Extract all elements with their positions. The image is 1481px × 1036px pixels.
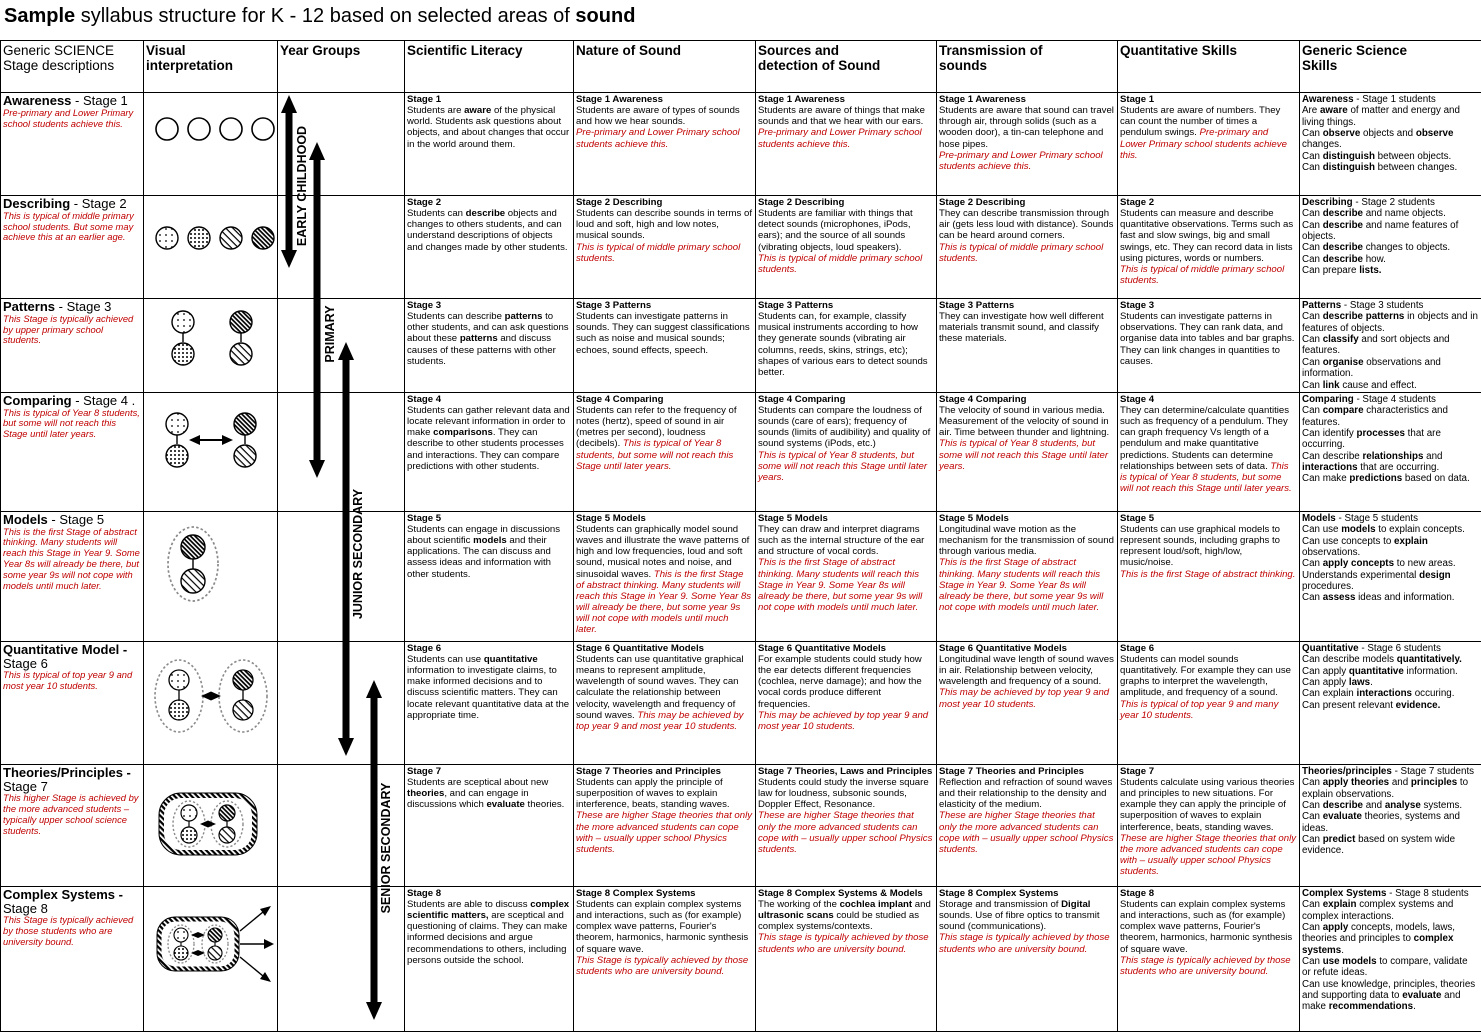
cell-stage4-scientific-literacy: Stage 4 Students can gather relevant data and locate relevant information in order to make comparisons. They can describe to other students processes and interactions. They can compare predictions with other students. xyxy=(405,392,574,511)
cell-stage7-generic-skills: Theories/principles - Stage 7 students Can apply theories and principles to explain observations. Can describe and analyse systems. Can evaluate theories, systems and ideas. Can predict based on system wide evidence. xyxy=(1300,764,1481,886)
table-row xyxy=(1,392,1481,511)
cell-stage8-nature-of-sound: Stage 8 Complex Systems Students can explain complex systems and interactions, such as (for example) complex wave patterns, Fourier's theorem, harmonics, harmonic synthesis of square wave. This Stage is typically achieved by those students who are university bound. xyxy=(574,886,756,1031)
cell-stage2-visual xyxy=(144,196,278,299)
cell-stage3-visual xyxy=(144,299,278,393)
cell-stage6-visual xyxy=(144,641,278,764)
title-middle: syllabus structure for K - 12 based on selected areas of xyxy=(75,5,576,27)
cell-stage3-generic-skills: Patterns - Stage 3 students Can describe patterns in objects and in features of objects. Can classify and sort objects and features. Can organise observations and information. Can link cause and effect. xyxy=(1300,299,1481,393)
syllabus-table xyxy=(0,40,1481,1032)
cell-stage7-years xyxy=(278,764,405,886)
cell-stage4-years xyxy=(278,392,405,511)
cell-stage7-sources-detection: Stage 7 Theories, Laws and Principles Students could study the inverse square law for loudness, subsonic sounds, Doppler Effect, Resonance. These are higher Stage theories that only the more advanced students can cope with – usually upper school Physics students. xyxy=(756,764,937,886)
stage7-name: Theories/Principles - xyxy=(3,764,131,780)
cell-stage4-sources-detection: Stage 4 Comparing Students can compare the loudness of sounds (care of ears); frequency of sounds (limits of audibility) and quality of sound systems (iPods, etc.) This is typical of Year 8 students, but some will not reach this Stage until later years. xyxy=(756,392,937,511)
col-header-scientific-literacy: Scientific Literacy xyxy=(405,41,574,93)
cell-stage8-quantitative: Stage 8 Students can explain complex systems and interactions, such as (for example) complex wave patterns, Fourier's theorem, harmonics, harmonic synthesis of square wave. This stage is typically achieved by those students who are university bound. xyxy=(1118,886,1300,1031)
cell-stage5-visual xyxy=(144,511,278,641)
col-header-stage-descriptions: Generic SCIENCE Stage descriptions xyxy=(1,41,144,93)
col-header-quantitative-skills: Quantitative Skills xyxy=(1118,41,1300,93)
cell-stage8-generic-skills: Complex Systems - Stage 8 students Can explain complex systems and complex interactions. Can apply concepts, models, laws, theories and principles to complex systems. Can use models to compare, validate or refute ideas. Can use knowledge, principles, theories and supporting data to evaluate and make recommendations. xyxy=(1300,886,1481,1031)
cell-stage5-years xyxy=(278,511,405,641)
cell-stage2-generic-skills: Describing - Stage 2 students Can describe and name objects. Can describe and name features of objects. Can describe changes to objects. Can describe how. Can prepare lists. xyxy=(1300,196,1481,299)
stage5-name: Models xyxy=(3,511,48,527)
cell-stage1-generic-skills: Awareness - Stage 1 students Are aware of matter and energy and living things. Can observe objects and observe changes. Can distinguish between objects. Can distinguish between changes. xyxy=(1300,93,1481,196)
cell-stage6-years xyxy=(278,641,405,764)
stage4-note: This is typical of Year 8 students, but some will not reach this Stage until later years. xyxy=(3,406,140,440)
table-row xyxy=(1,641,1481,764)
cell-stage1-scientific-literacy: Stage 1 Students are aware of the physical world. Students ask questions about objects, and about changes that occur in the world around them. xyxy=(405,93,574,196)
capsule-radiating-arrows-diagram xyxy=(145,887,277,1028)
cell-stage3-scientific-literacy: Stage 3 Students can describe patterns to other students, and can ask questions about these patterns and discuss causes of these patterns with other students. xyxy=(405,299,574,393)
cell-stage1-transmission: Stage 1 Awareness Students are aware that sound can travel through air, through solids (such as a wooden door), a tin-can telephone and hose pipes. Pre-primary and Lower Primary school students achieve this. xyxy=(937,93,1118,196)
stage3-name: Patterns xyxy=(3,299,56,314)
cell-stage1-quantitative: Stage 1 Students are aware of numbers. They can count the number of times a pendulum swings. Pre-primary and Lower Primary school students achieve this. xyxy=(1118,93,1300,196)
cell-stage5-scientific-literacy: Stage 5 Students can engage in discussions about scientific models and their applications. The can discuss and assess ideas and information with other students. xyxy=(405,511,574,641)
cell-stage2-quantitative: Stage 2 Students can measure and describe quantitative observations. Terms such as fast and slow swings, big and small swings, etc. They can record data in lists using pictures, words or numbers. This is typical of middle primary school students. xyxy=(1118,196,1300,299)
linked-circle-pairs-diagram xyxy=(145,299,277,388)
cell-stage5-generic-skills: Models - Stage 5 students Can use models to explain concepts. Can use concepts to explain observations. Can apply concepts to new areas. Understands experimental design procedures. Can assess ideas and information. xyxy=(1300,511,1481,641)
stage3-note: This Stage is typically achieved by upper primary school students. xyxy=(3,312,134,346)
circle-pairs-double-arrow-diagram xyxy=(145,393,277,508)
page-title xyxy=(0,0,1481,40)
circle-pair-dashed-ellipse-diagram xyxy=(145,512,277,638)
cell-stage2-transmission: Stage 2 Describing They can describe transmission through air (gets less loud with distance). Sounds can be heard around corners. This is typical of middle primary school students. xyxy=(937,196,1118,299)
cell-stage8-years xyxy=(278,886,405,1031)
four-plain-circles-diagram xyxy=(145,93,277,192)
stage7-note: This higher Stage is achieved by the more advanced students – typically upper school science students. xyxy=(3,792,139,836)
cell-stage6-quantitative: Stage 6 Students can model sounds quantitatively. For example they can use graphs to interpret the wavelength, amplitude, and frequency of a sound. This is typical of top year 9 and many year 10 students. xyxy=(1118,641,1300,764)
stage2-number: - Stage 2 xyxy=(70,196,127,211)
stage8-number: Stage 8 xyxy=(3,900,48,916)
stage1-note: Pre-primary and Lower Primary school students achieve this. xyxy=(3,106,134,129)
stage6-number: Stage 6 xyxy=(3,655,48,671)
table-row xyxy=(1,299,1481,393)
cell-stage3-sources-detection: Stage 3 Patterns Students can, for example, classify musical instruments according to how they generate sounds (vibrating air columns, reeds, skins, strings, etc); shapes of various ears to detect sounds better. xyxy=(756,299,937,393)
stage5-number: - Stage 5 xyxy=(47,511,105,527)
title-bold-prefix: Sample xyxy=(4,5,76,27)
cell-stage5-nature-of-sound: Stage 5 Models Students can graphically model sound waves and illustrate the wave patterns of high and low frequencies, loud and soft sound, musical notes and noise, and sinusoidal waves. This is the first Stage of abstract thinking. Many students will reach this Stage in Year 9. Some Year 8s will already be there, but some year 9s will not cope with models until much later. xyxy=(574,511,756,641)
cell-stage6-scientific-literacy: Stage 6 Students can use quantitative information to investigate claims, to make informed decisions and to discuss scientific matters. They can locate relevant quantitative data at the appropriate time. xyxy=(405,641,574,764)
col-header-generic-skills: Generic Science Skills xyxy=(1300,41,1481,93)
stage1-number: - Stage 1 xyxy=(71,93,128,108)
cell-stage5-description xyxy=(1,511,144,641)
cell-stage8-transmission: Stage 8 Complex Systems Storage and transmission of Digital sounds. Use of fibre optics to transmit sound (communications). This stage is typically achieved by those students who are university bound. xyxy=(937,886,1118,1031)
cell-stage6-transmission: Stage 6 Quantitative Models Longitudinal wave length of sound waves in air. Relationship between velocity, wavelength and frequency of a sound. This may be achieved by top year 9 and most year 10 students. xyxy=(937,641,1118,764)
cell-stage4-quantitative: Stage 4 They can determine/calculate quantities such as frequency of a pendulum. They can graph frequency Vs length of a pendulum and make quantitative predictions. Students can determine relationships between sets of data. This is typical of Year 8 students, but some will not reach this Stage until later years. xyxy=(1118,392,1300,511)
cell-stage3-nature-of-sound: Stage 3 Patterns Students can investigate patterns in sounds. They can suggest classifications such as noise and musical sounds; echoes, sound effects, speech. xyxy=(574,299,756,393)
cell-stage3-transmission: Stage 3 Patterns They can investigate how well different materials transmit sound, and classify these materials. xyxy=(937,299,1118,393)
cell-stage6-sources-detection: Stage 6 Quantitative Models For example students could study how the ear detects different frequencies (cochlea, nerve damage); and how the vocal cords produce different frequencies. This may be achieved by top year 9 and most year 10 students. xyxy=(756,641,937,764)
col-header-sources-detection: Sources and detection of Sound xyxy=(756,41,937,93)
cell-stage3-description xyxy=(1,299,144,393)
header-row xyxy=(1,41,1481,93)
cell-stage4-generic-skills: Comparing - Stage 4 students Can compare characteristics and features. Can identify processes that are occurring. Can describe relationships and interactions that are occurring. Can make predictions based on data. xyxy=(1300,392,1481,511)
cell-stage8-sources-detection: Stage 8 Complex Systems & Models The working of the cochlea implant and ultrasonic scans could be studied as complex systems/contexts. This stage is typically achieved by those students who are university bound. xyxy=(756,886,937,1031)
stage4-number: - Stage 4 . xyxy=(71,392,136,408)
stage1-name: Awareness xyxy=(3,93,72,108)
cell-stage1-nature-of-sound: Stage 1 Awareness Students are aware of types of sounds and how we hear sounds. Pre-primary and Lower Primary school students achieve this. xyxy=(574,93,756,196)
cell-stage2-description xyxy=(1,196,144,299)
col-header-transmission: Transmission of sounds xyxy=(937,41,1118,93)
stage2-note: This is typical of middle primary school students. But some may achieve this at an earlier age. xyxy=(3,209,134,243)
stage6-name: Quantitative Model - xyxy=(3,641,128,657)
stage3-number: - Stage 3 xyxy=(55,299,112,314)
cell-stage2-sources-detection: Stage 2 Describing Students are familiar with things that detect sounds (microphones, iPods, ears); and the source of all sounds (vibrating objects, loud speakers). This is typical of middle primary school students. xyxy=(756,196,937,299)
two-dashed-ellipses-arrow-diagram xyxy=(145,642,277,761)
cell-stage7-transmission: Stage 7 Theories and Principles Reflection and refraction of sound waves and their relationship to the density and elasticity of the medium. These are higher Stage theories that only the more advanced students can cope with – usually upper school Physics students. xyxy=(937,764,1118,886)
col-header-nature-of-sound: Nature of Sound xyxy=(574,41,756,93)
cell-stage4-nature-of-sound: Stage 4 Comparing Students can refer to the frequency of notes (hertz), speed of sound in air (metres per second), loudness (decibels). This is typical of Year 8 students, but some will not reach this Stage until later years. xyxy=(574,392,756,511)
table-row xyxy=(1,93,1481,196)
cell-stage3-years xyxy=(278,299,405,393)
year-label-early-childhood: EARLY CHILDHOOD xyxy=(295,125,309,247)
cell-stage6-description xyxy=(1,641,144,764)
stage7-number: Stage 7 xyxy=(3,778,48,794)
cell-stage3-quantitative: Stage 3 Students can investigate patterns in observations. They can rank data, and organise data into tables and bar graphs. They can link changes in quantities to causes. xyxy=(1118,299,1300,393)
cell-stage1-years xyxy=(278,93,405,196)
cell-stage5-transmission: Stage 5 Models Longitudinal wave motion as the mechanism for the transmission of sound through various media. This is the first Stage of abstract thinking. Many students will reach this Stage in Year 9. Some Year 8s will already be there, but some year 9s will not cope with models until much later. xyxy=(937,511,1118,641)
four-textured-circles-diagram xyxy=(145,196,277,295)
cell-stage4-visual xyxy=(144,392,278,511)
cell-stage6-generic-skills: Quantitative - Stage 6 students Can describe models quantitatively. Can apply quantitative information. Can apply laws. Can explain interactions occuring. Can present relevant evidence. xyxy=(1300,641,1481,764)
stage5-note: This is the first Stage of abstract thinking. Many students will reach this Stage in Year 9. Some Year 8s will already be there, but some year 9s will not cope with models until much later. xyxy=(3,525,140,591)
cell-stage6-nature-of-sound: Stage 6 Quantitative Models Students can use quantitative graphical means to represent amplitude, wavelength of sound waves. They can calculate the relationship between velocity, wavelength and frequency of sound waves. This may be achieved by top year 9 and most year 10 students. xyxy=(574,641,756,764)
cell-stage7-description xyxy=(1,764,144,886)
cell-stage4-transmission: Stage 4 Comparing The velocity of sound in various media. Measurement of the velocity of sound in air. Time between thunder and lightning. This is typical of Year 8 students, but some will not reach this Stage until later years. xyxy=(937,392,1118,511)
col-header-visual-interpretation: Visual interpretation xyxy=(144,41,278,93)
cell-stage8-visual xyxy=(144,886,278,1031)
year-label-senior-secondary: SENIOR SECONDARY xyxy=(379,782,393,914)
cell-stage8-description xyxy=(1,886,144,1031)
cell-stage8-scientific-literacy: Stage 8 Students are able to discuss complex scientific matters, are sceptical and questioning of claims. They can make informed decisions and argue recommendations to others, including persons outside the school. xyxy=(405,886,574,1031)
cell-stage7-nature-of-sound: Stage 7 Theories and Principles Students can apply the principle of superposition of waves to explain interference, beats, standing waves. These are higher Stage theories that only the more advanced students can cope with – usually upper school Physics students. xyxy=(574,764,756,886)
table-row xyxy=(1,886,1481,1031)
cell-stage4-description xyxy=(1,392,144,511)
table-row xyxy=(1,511,1481,641)
cell-stage1-sources-detection: Stage 1 Awareness Students are aware of things that make sounds and that we hear with our ears. Pre-primary and Lower Primary school students achieve this. xyxy=(756,93,937,196)
cell-stage2-nature-of-sound: Stage 2 Describing Students can describe sounds in terms of loud and soft, high and low notes, musical sounds. This is typical of middle primary school students. xyxy=(574,196,756,299)
year-label-junior-secondary: JUNIOR SECONDARY xyxy=(351,488,365,620)
cell-stage7-quantitative: Stage 7 Students calculate using various theories and principles to new situations. For example they can apply the principle of superposition of waves to explain interference, beats, standing waves. These are higher Stage theories that only the more advanced students can cope with – usually upper school Physics students. xyxy=(1118,764,1300,886)
title-bold-suffix: sound xyxy=(575,5,636,27)
cell-stage7-visual xyxy=(144,764,278,886)
cell-stage1-visual xyxy=(144,93,278,196)
cell-stage2-years xyxy=(278,196,405,299)
cell-stage1-description xyxy=(1,93,144,196)
stage8-name: Complex Systems - xyxy=(3,886,123,902)
stage2-name: Describing xyxy=(3,196,71,211)
hatched-capsule-diagram xyxy=(145,765,277,883)
table-row xyxy=(1,196,1481,299)
table-row xyxy=(1,764,1481,886)
cell-stage5-quantitative: Stage 5 Students can use graphical models to represent sounds, including graphs to represent loud/soft, high/low, music/noise. This is the first Stage of abstract thinking. xyxy=(1118,511,1300,641)
cell-stage5-sources-detection: Stage 5 Models They can draw and interpret diagrams such as the internal structure of the ear and structure of vocal cords. This is the first Stage of abstract thinking. Many students will reach this Stage in Year 9. Some Year 8s will already be there, but some year 9s will not cope with models until much later. xyxy=(756,511,937,641)
year-label-primary: PRIMARY xyxy=(323,305,337,363)
stage6-note: This is typical of top year 9 and most year 10 students. xyxy=(3,669,133,692)
stage4-name: Comparing xyxy=(3,392,72,408)
cell-stage2-scientific-literacy: Stage 2 Students can describe objects and changes to others students, and can understand descriptions of objects and changes made by other students. xyxy=(405,196,574,299)
stage8-note: This Stage is typically achieved by those students who are university bound. xyxy=(3,914,134,948)
col-header-year-groups: Year Groups xyxy=(278,41,405,93)
cell-stage7-scientific-literacy: Stage 7 Students are sceptical about new theories, and can engage in discussions which evaluate theories. xyxy=(405,764,574,886)
